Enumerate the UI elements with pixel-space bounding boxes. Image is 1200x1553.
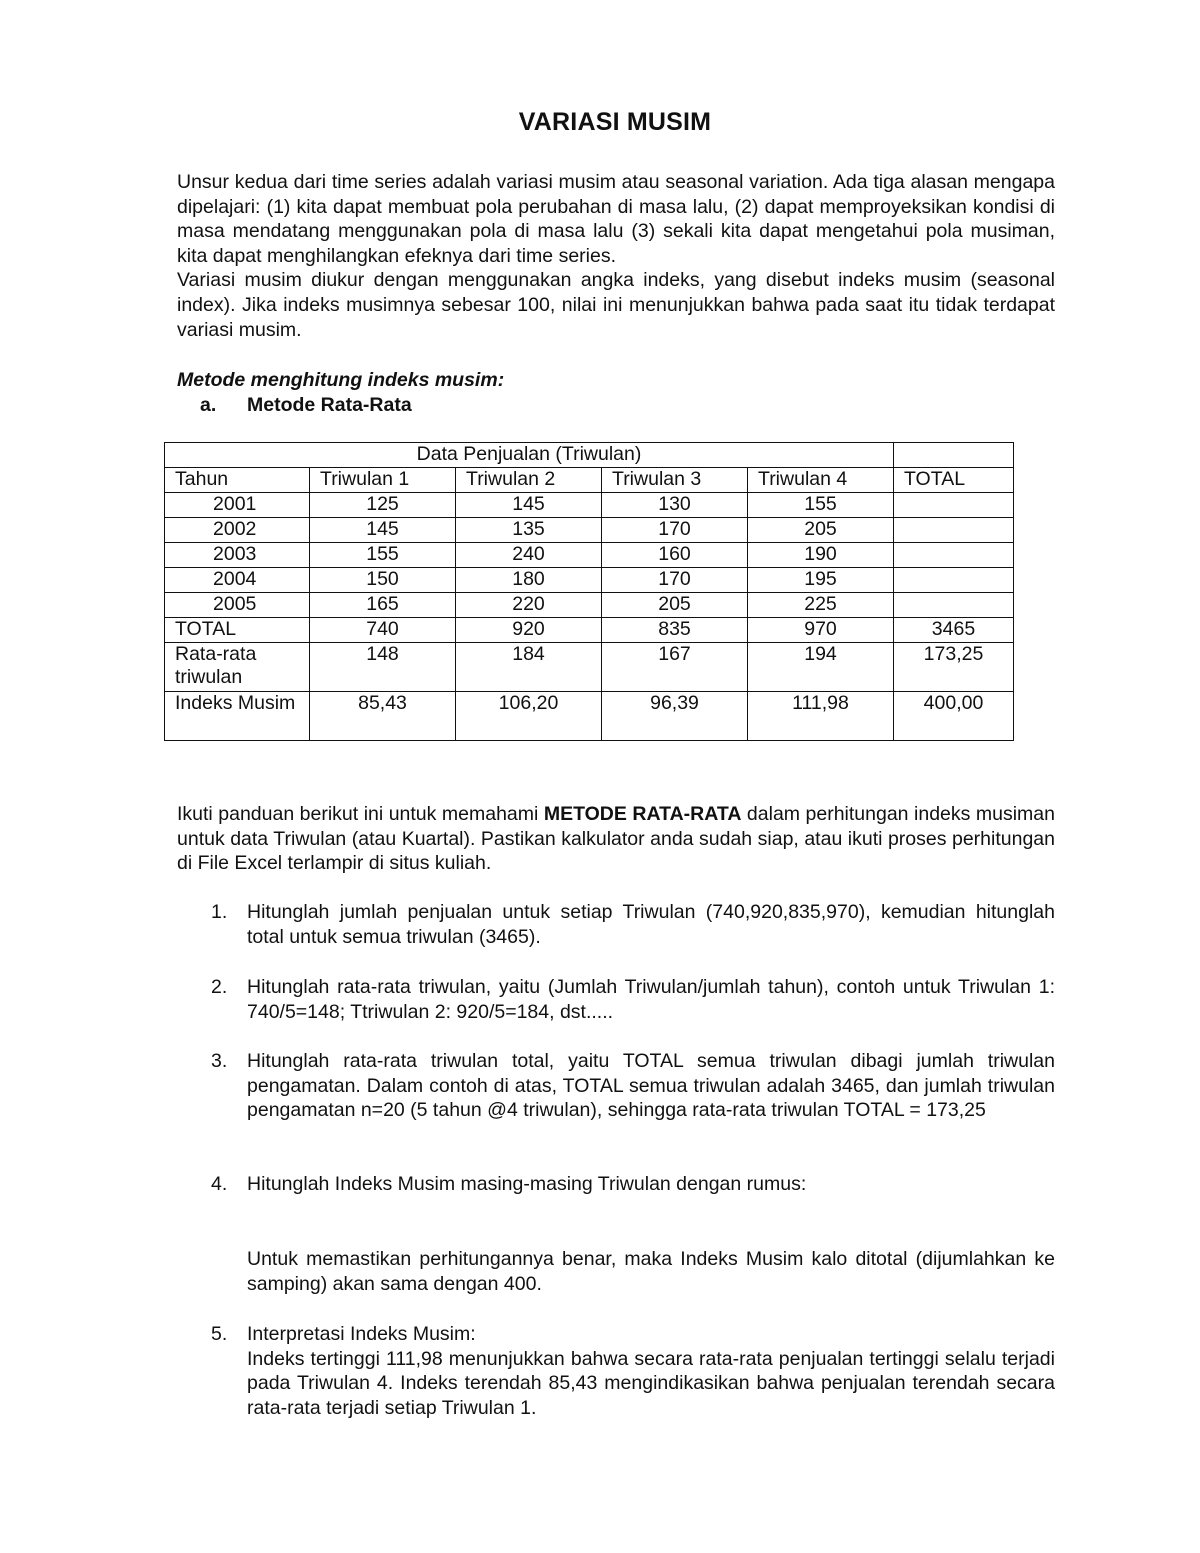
table-cell-year: 2003 xyxy=(165,543,310,568)
table-cell: 155 xyxy=(748,493,894,518)
intro-paragraph-2: Variasi musim diukur dengan menggunakan angka indeks, yang disebut indeks musim (seasonal index). Jika indeks musimnya sebesar 100, nilai ini menunjukkan bahwa pada saat itu tidak terdapat variasi musim. xyxy=(177,269,1055,341)
guide-paragraph xyxy=(177,802,1055,876)
table-index-row xyxy=(165,692,1014,741)
table-row xyxy=(165,518,1014,543)
table-header-row xyxy=(165,468,1014,493)
list-item xyxy=(177,1172,1055,1197)
table-cell xyxy=(894,568,1014,593)
table-cell: 190 xyxy=(748,543,894,568)
table-cell-year: 2005 xyxy=(165,593,310,618)
table-row-label: Rata-rata triwulan xyxy=(165,643,310,692)
table-header-cell: Triwulan 2 xyxy=(456,468,602,493)
list-item-number: 1. xyxy=(211,901,228,923)
table-cell xyxy=(894,543,1014,568)
table-cell: 165 xyxy=(310,593,456,618)
method-heading: Metode menghitung indeks musim: xyxy=(177,369,505,391)
table-cell: 194 xyxy=(748,643,894,692)
list-item-text: Hitunglah rata-rata triwulan total, yaitu TOTAL semua triwulan dibagi jumlah triwulan pengamatan. Dalam contoh di atas, TOTAL semua triwulan adalah 3465, dan jumlah triwulan pengamatan n=20 (5 tahun @4 triwulan), sehingga rata-rata triwulan TOTAL = 173,25 xyxy=(247,1050,1055,1122)
table-cell: 155 xyxy=(310,543,456,568)
method-item xyxy=(200,394,412,417)
list-item xyxy=(177,900,1055,949)
document-title: VARIASI MUSIM xyxy=(518,108,712,136)
table-group-header-row xyxy=(165,443,1014,468)
list-item-note xyxy=(177,1247,1055,1296)
table-row xyxy=(165,568,1014,593)
table-cell: 205 xyxy=(602,593,748,618)
table-cell: 106,20 xyxy=(456,692,602,741)
list-item-number: 4. xyxy=(211,1173,228,1195)
table-cell: 160 xyxy=(602,543,748,568)
table-cell xyxy=(894,593,1014,618)
table-cell: 225 xyxy=(748,593,894,618)
intro-paragraph-1: Unsur kedua dari time series adalah variasi musim atau seasonal variation. Ada tiga alasan mengapa dipelajari: (1) kita dapat membuat pola perubahan di masa lalu, (2) dapat memproyeksikan kondisi di masa mendatang menggunakan pola di masa lalu (3) sekali kita dapat mengetahui pola musiman, kita dapat menghilangkan efeknya dari time series. xyxy=(177,171,1055,267)
table-cell: 125 xyxy=(310,493,456,518)
table-header-cell: TOTAL xyxy=(894,468,1014,493)
table-cell: 920 xyxy=(456,618,602,643)
table-total-row xyxy=(165,618,1014,643)
guide-text-post: dalam perhitungan indeks musiman untuk data Triwulan (atau Kuartal). Pastikan kalkulator anda sudah siap, atau ikuti proses perhitungan di File Excel terlampir di situs kuliah. xyxy=(177,803,1055,875)
method-item-marker: a. xyxy=(200,394,217,416)
table-row-label: Indeks Musim xyxy=(165,692,310,741)
table-cell: 167 xyxy=(602,643,748,692)
table-cell: 3465 xyxy=(894,618,1014,643)
table-row xyxy=(165,543,1014,568)
sales-table xyxy=(164,442,1014,741)
table-average-row xyxy=(165,643,1014,692)
table-cell xyxy=(894,493,1014,518)
table-row-label: TOTAL xyxy=(165,618,310,643)
table-empty-cell xyxy=(894,443,1014,468)
table-cell: 135 xyxy=(456,518,602,543)
table-group-header: Data Penjualan (Triwulan) xyxy=(165,443,894,468)
guide-text-bold: METODE RATA-RATA xyxy=(543,803,742,825)
table-cell: 170 xyxy=(602,518,748,543)
table-header-cell: Tahun xyxy=(165,468,310,493)
table-cell: 173,25 xyxy=(894,643,1014,692)
table-cell: 835 xyxy=(602,618,748,643)
table-cell: 130 xyxy=(602,493,748,518)
list-item-text: Hitunglah rata-rata triwulan, yaitu (Jumlah Triwulan/jumlah tahun), contoh untuk Triwulan 1: 740/5=148; Ttriwulan 2: 920/5=184, dst..... xyxy=(247,976,1055,1023)
table-cell: 970 xyxy=(748,618,894,643)
table-cell: 195 xyxy=(748,568,894,593)
list-item-number: 3. xyxy=(211,1050,228,1072)
table-header-cell: Triwulan 4 xyxy=(748,468,894,493)
table-cell: 184 xyxy=(456,643,602,692)
list-item-detail: Indeks tertinggi 111,98 menunjukkan bahwa secara rata-rata penjualan tertinggi selalu terjadi pada Triwulan 4. Indeks terendah 85,43 mengindikasikan bahwa penjualan terendah secara rata-rata terjadi setiap Triwulan 1. xyxy=(247,1347,1055,1419)
table-cell: 170 xyxy=(602,568,748,593)
table-header-cell: Triwulan 1 xyxy=(310,468,456,493)
table-header-cell: Triwulan 3 xyxy=(602,468,748,493)
table-cell: 180 xyxy=(456,568,602,593)
table-cell: 145 xyxy=(456,493,602,518)
table-cell-year: 2002 xyxy=(165,518,310,543)
table-cell-year: 2001 xyxy=(165,493,310,518)
list-item-number: 2. xyxy=(211,976,228,998)
intro-section xyxy=(177,170,1055,342)
list-item xyxy=(177,975,1055,1024)
list-item-text: Hitunglah jumlah penjualan untuk setiap Triwulan (740,920,835,970), kemudian hitunglah total untuk semua triwulan (3465). xyxy=(247,901,1055,948)
table-cell: 111,98 xyxy=(748,692,894,741)
table-cell: 740 xyxy=(310,618,456,643)
list-item-note-text: Untuk memastikan perhitungannya benar, maka Indeks Musim kalo ditotal (dijumlahkan ke samping) akan sama dengan 400. xyxy=(247,1248,1055,1295)
table-cell: 96,39 xyxy=(602,692,748,741)
list-item-text: Hitunglah Indeks Musim masing-masing Triwulan dengan rumus: xyxy=(247,1173,807,1195)
table-cell: 145 xyxy=(310,518,456,543)
table-cell-year: 2004 xyxy=(165,568,310,593)
table-cell xyxy=(894,518,1014,543)
method-item-label: Metode Rata-Rata xyxy=(247,394,412,416)
table-cell: 205 xyxy=(748,518,894,543)
list-item xyxy=(177,1322,1055,1420)
table-cell: 400,00 xyxy=(894,692,1014,741)
guide-text-pre: Ikuti panduan berikut ini untuk memahami xyxy=(177,803,544,825)
list-item-number: 5. xyxy=(211,1323,228,1345)
table-row xyxy=(165,593,1014,618)
list-item-text: Interpretasi Indeks Musim: xyxy=(247,1323,476,1345)
table-cell: 148 xyxy=(310,643,456,692)
table-cell: 240 xyxy=(456,543,602,568)
table-cell: 220 xyxy=(456,593,602,618)
table-row xyxy=(165,493,1014,518)
table-cell: 85,43 xyxy=(310,692,456,741)
table-cell: 150 xyxy=(310,568,456,593)
list-item xyxy=(177,1049,1055,1123)
